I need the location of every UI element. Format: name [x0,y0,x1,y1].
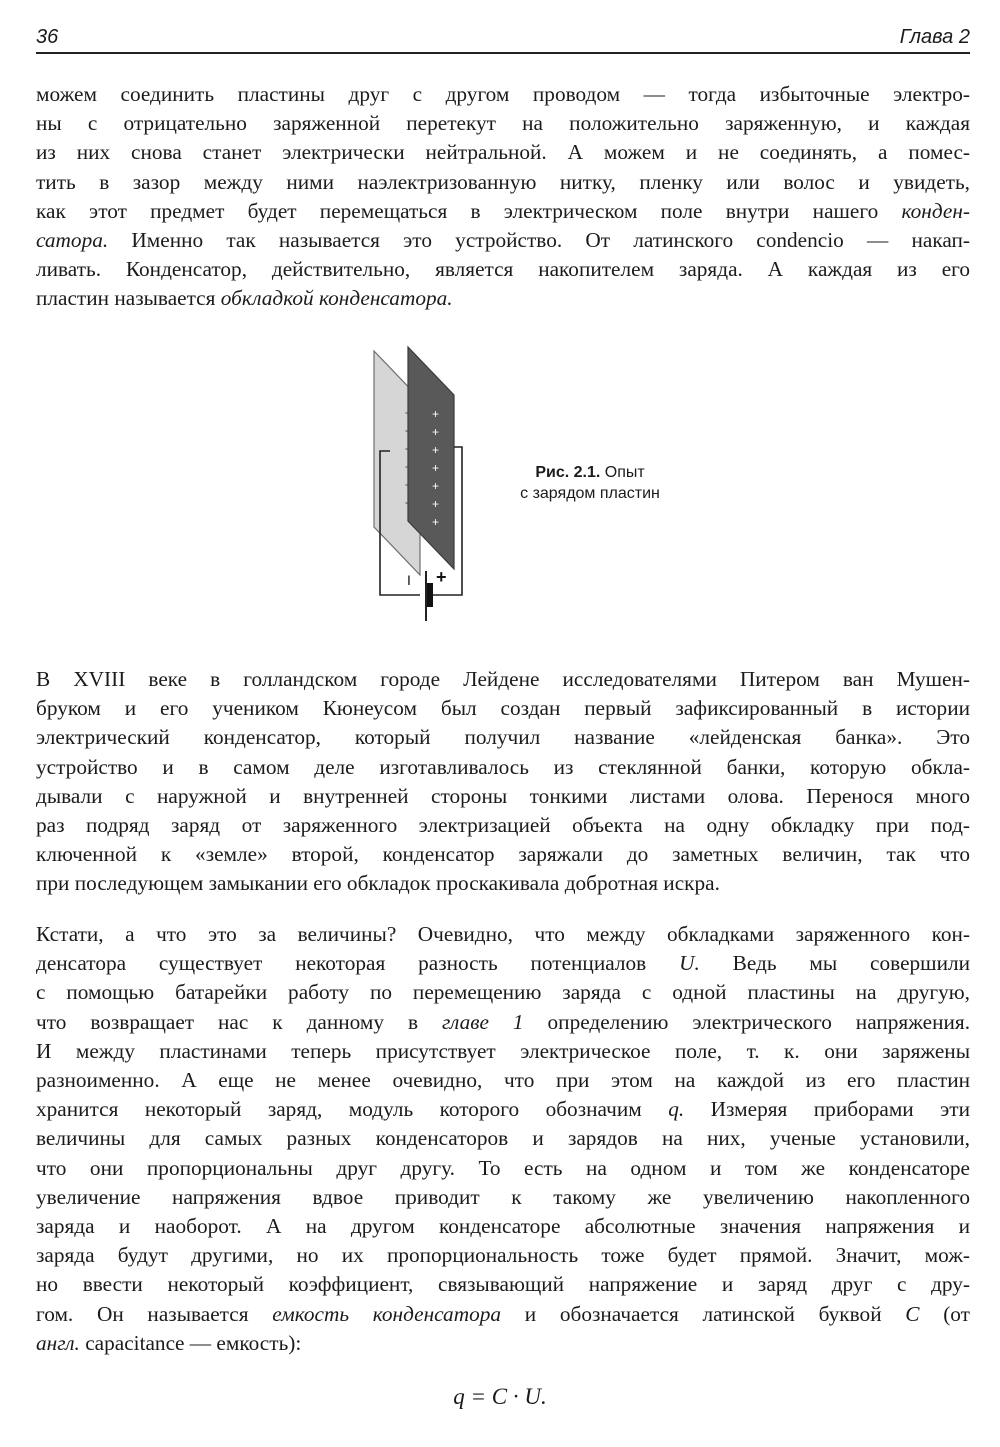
text-line: ключенной к «земле» второй, конденсатор заряжали до заметных величин, так что [36,842,970,867]
text-line: англ. capacitance — емкость): [36,1330,302,1355]
plus-sign: + [432,497,440,511]
italic-symbol: q. [668,1097,685,1122]
italic-symbol: C [905,1301,920,1326]
battery-long-plate [427,583,433,607]
text-line: сатора. Именно так называется это устройство. От латинского condencio — накап- [36,228,971,253]
plus-sign: + [432,443,440,457]
paragraph-2 [36,665,970,899]
minus-sign: - [405,423,409,437]
paragraph-3 [36,920,970,1358]
formula: q = C · U. [453,1384,547,1409]
battery-plus-label: + [436,567,447,587]
caption-text: с зарядом пластин [520,485,660,502]
minus-sign: - [405,441,409,455]
battery-minus-label: I [407,572,411,588]
text-line: но ввести некоторый коэффициент, связывающий напряжение и заряд друг с дру- [36,1272,970,1297]
italic-term: емкость конденсатора [272,1301,502,1326]
text-line: устройство и в самом деле изготавливалось из стеклянной банки, которую обкла- [36,754,970,779]
minus-sign: - [405,495,409,509]
text-line: при последующем замыкании его обкладок проскакивала добротная искра. [36,871,720,896]
text-line: электрический конденсатор, который получил название «лейденская банка». Это [36,725,970,750]
text-line: заряда будут другими, но их пропорциональность тоже будет прямой. Значит, мож- [36,1243,970,1268]
paragraph-1 [36,80,970,314]
plus-sign: + [432,461,440,475]
text-line: из них снова станет электрически нейтральной. А можем и не соединять, а помес- [36,140,970,165]
text-line: ны с отрицательно заряженной перетекут на положительно заряженную, и каждая [36,111,970,136]
text-line: ливать. Конденсатор, действительно, является накопителем заряда. А каждая из его [36,257,970,282]
text-line: разноименно. А еще не менее очевидно, что при этом на каждой из его пластин [36,1068,970,1093]
figure-caption [495,462,685,504]
text-line: увеличение напряжения вдвое приводит к такому же увеличению накопленного [36,1184,970,1209]
text-line: с помощью батарейки работу по перемещению заряда с одной пластины на другую, [36,980,970,1005]
page-header [36,22,970,54]
text-line: гом. Он называется емкость конденсатора и обозначается латинской буквой C (от [36,1301,970,1326]
italic-term: обкладкой конденсатора. [220,286,453,311]
text-line: что они пропорциональны друг другу. То есть на одном и том же конденсаторе [36,1155,970,1180]
text-line: что возвращает нас к данному в главе 1 определению электрического напряжения. [36,1009,971,1034]
text-line: как этот предмет будет перемещаться в электрическом поле внутри нашего конден- [36,198,970,223]
text-line: можем соединить пластины друг с другом проводом — тогда избыточные электро- [36,82,970,106]
italic-term: сатора. [36,228,109,253]
text-line: бруком и его учеником Кюнеусом был создан первый зафиксированный в истории [36,696,970,721]
minus-sign: - [405,459,409,473]
text-line: В XVIII веке в голландском городе Лейдене исследователями Питером ван Мушен- [36,667,970,691]
italic-term: конден- [901,198,970,223]
text-line: И между пластинами теперь присутствует электрическое поле, т. к. они заряжены [36,1038,970,1063]
text-line: тить в зазор между ними наэлектризованную нитку, пленку или волос и увидеть, [36,169,970,194]
plus-sign: + [432,515,440,529]
caption-number: Рис. 2.1. [535,464,601,481]
minus-sign: - [405,405,409,419]
plus-sign: + [432,479,440,493]
italic-abbreviation: англ. [36,1330,80,1355]
plus-sign: + [432,407,440,421]
italic-symbol: U. [679,951,700,976]
text-line: пластин называется обкладкой конденсатора. [36,286,453,311]
chapter-title: Глава 2 [899,26,970,48]
text-line: величины для самых разных конденсаторов и зарядов на них, ученые установили, [36,1126,970,1151]
capacitor-figure [370,345,480,627]
text-line: Кстати, а что это за величины? Очевидно, что между обкладками заряженного кон- [36,922,970,946]
plus-sign: + [432,425,440,439]
minus-sign: - [405,477,409,491]
text-line: хранится некоторый заряд, модуль которого обозначим q. Измеряя приборами эти [36,1097,971,1122]
caption-text: Опыт [604,464,645,481]
text-line: дывали с наружной и внутренней стороны тонкими листами олова. Перенося много [36,783,970,808]
text-line: денсатора существует некоторая разность потенциалов U. Ведь мы совершили [36,951,971,976]
text-line: раз подряд заряд от заряженного электризацией объекта на одну обкладку при под- [36,813,970,838]
page-number: 36 [36,26,59,48]
text-line: заряда и наоборот. А на другом конденсаторе абсолютные значения напряжения и [36,1214,970,1239]
italic-reference: главе 1 [442,1009,524,1034]
